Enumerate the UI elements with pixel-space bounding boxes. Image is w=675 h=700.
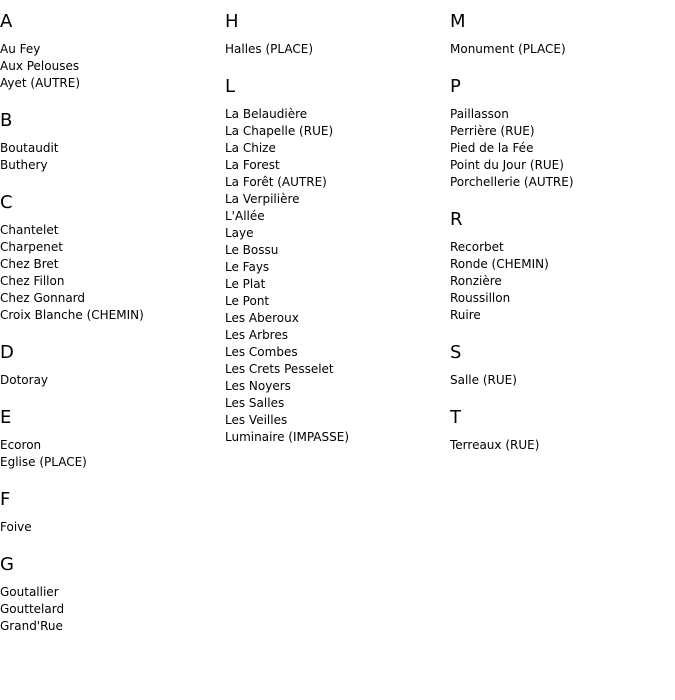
street-link[interactable]: Les Salles <box>225 396 285 410</box>
index-column <box>225 10 445 463</box>
letter-group <box>0 109 220 174</box>
street-link[interactable]: Le Pont <box>225 294 270 308</box>
street-link[interactable]: Salle (RUE) <box>450 373 517 387</box>
letter-group <box>0 10 220 92</box>
letter-heading: B <box>0 110 13 131</box>
street-link[interactable]: Ecoron <box>0 438 42 452</box>
street-link[interactable]: La Verpilière <box>225 192 300 206</box>
letter-heading: D <box>0 342 14 363</box>
street-link[interactable]: Chantelet <box>0 223 59 237</box>
street-list <box>450 239 670 324</box>
street-link[interactable]: Monument (PLACE) <box>450 42 566 56</box>
street-list <box>450 106 670 191</box>
letter-group <box>450 10 670 58</box>
street-link[interactable]: Les Veilles <box>225 413 288 427</box>
letter-group <box>0 553 220 635</box>
street-link[interactable]: Laye <box>225 226 254 240</box>
street-link[interactable]: La Forêt (AUTRE) <box>225 175 327 189</box>
street-list <box>0 140 220 174</box>
letter-group <box>450 406 670 454</box>
street-link[interactable]: Le Bossu <box>225 243 279 257</box>
letter-heading: G <box>0 554 14 575</box>
street-link[interactable]: Recorbet <box>450 240 504 254</box>
letter-group <box>0 488 220 536</box>
street-link[interactable]: L'Allée <box>225 209 265 223</box>
street-list <box>225 41 445 58</box>
street-link[interactable]: Paillasson <box>450 107 509 121</box>
street-link[interactable]: Chez Bret <box>0 257 59 271</box>
letter-heading: L <box>225 76 236 97</box>
street-link[interactable]: Au Fey <box>0 42 41 56</box>
letter-group <box>0 406 220 471</box>
letter-group <box>0 191 220 324</box>
index-column <box>450 10 670 471</box>
street-link[interactable]: Buthery <box>0 158 48 172</box>
street-list <box>450 41 670 58</box>
letter-heading: C <box>0 192 13 213</box>
street-list <box>0 437 220 471</box>
street-link[interactable]: Ayet (AUTRE) <box>0 76 81 90</box>
street-link[interactable]: Les Combes <box>225 345 298 359</box>
street-link[interactable]: La Belaudière <box>225 107 308 121</box>
street-link[interactable]: Luminaire (IMPASSE) <box>225 430 350 444</box>
street-list <box>0 372 220 389</box>
street-link[interactable]: Les Aberoux <box>225 311 299 325</box>
street-link[interactable]: Porchellerie (AUTRE) <box>450 175 574 189</box>
street-list <box>0 519 220 536</box>
street-list <box>0 584 220 635</box>
street-list <box>225 106 445 446</box>
street-link[interactable]: Charpenet <box>0 240 63 254</box>
letter-heading: S <box>450 342 462 363</box>
letter-heading: F <box>0 489 11 510</box>
street-link[interactable]: Grand'Rue <box>0 619 63 633</box>
letter-heading: M <box>450 11 466 32</box>
street-link[interactable]: Chez Gonnard <box>0 291 86 305</box>
street-link[interactable]: Perrière (RUE) <box>450 124 535 138</box>
letter-heading: P <box>450 76 461 97</box>
street-link[interactable]: Ronzière <box>450 274 502 288</box>
letter-group <box>0 341 220 389</box>
street-link[interactable]: Les Noyers <box>225 379 291 393</box>
street-link[interactable]: Pied de la Fée <box>450 141 534 155</box>
street-link[interactable]: Dotoray <box>0 373 49 387</box>
letter-heading: T <box>450 407 461 428</box>
street-list <box>450 372 670 389</box>
street-link[interactable]: Le Plat <box>225 277 266 291</box>
street-list <box>0 41 220 92</box>
street-link[interactable]: Les Arbres <box>225 328 288 342</box>
street-link[interactable]: Roussillon <box>450 291 511 305</box>
street-link[interactable]: Le Fays <box>225 260 270 274</box>
letter-heading: H <box>225 11 239 32</box>
letter-heading: R <box>450 209 463 230</box>
street-link[interactable]: Chez Fillon <box>0 274 65 288</box>
letter-group <box>225 10 445 58</box>
street-link[interactable]: Les Crets Pesselet <box>225 362 334 376</box>
letter-group <box>225 75 445 446</box>
street-link[interactable]: Goutallier <box>0 585 59 599</box>
street-link[interactable]: Croix Blanche (CHEMIN) <box>0 308 144 322</box>
street-link[interactable]: Ruire <box>450 308 481 322</box>
street-link[interactable]: La Forest <box>225 158 280 172</box>
letter-heading: E <box>0 407 12 428</box>
street-link[interactable]: Boutaudit <box>0 141 59 155</box>
letter-group <box>450 75 670 191</box>
street-link[interactable]: Gouttelard <box>0 602 65 616</box>
street-link[interactable]: Terreaux (RUE) <box>450 438 540 452</box>
letter-group <box>450 208 670 324</box>
street-link[interactable]: Halles (PLACE) <box>225 42 314 56</box>
street-link[interactable]: Eglise (PLACE) <box>0 455 87 469</box>
street-list <box>0 222 220 324</box>
street-link[interactable]: Point du Jour (RUE) <box>450 158 564 172</box>
street-list <box>450 437 670 454</box>
street-link[interactable]: La Chapelle (RUE) <box>225 124 334 138</box>
street-link[interactable]: Foive <box>0 520 32 534</box>
street-link[interactable]: Aux Pelouses <box>0 59 80 73</box>
letter-heading: A <box>0 11 13 32</box>
index-column <box>0 10 220 652</box>
letter-group <box>450 341 670 389</box>
street-link[interactable]: Ronde (CHEMIN) <box>450 257 549 271</box>
street-link[interactable]: La Chize <box>225 141 276 155</box>
